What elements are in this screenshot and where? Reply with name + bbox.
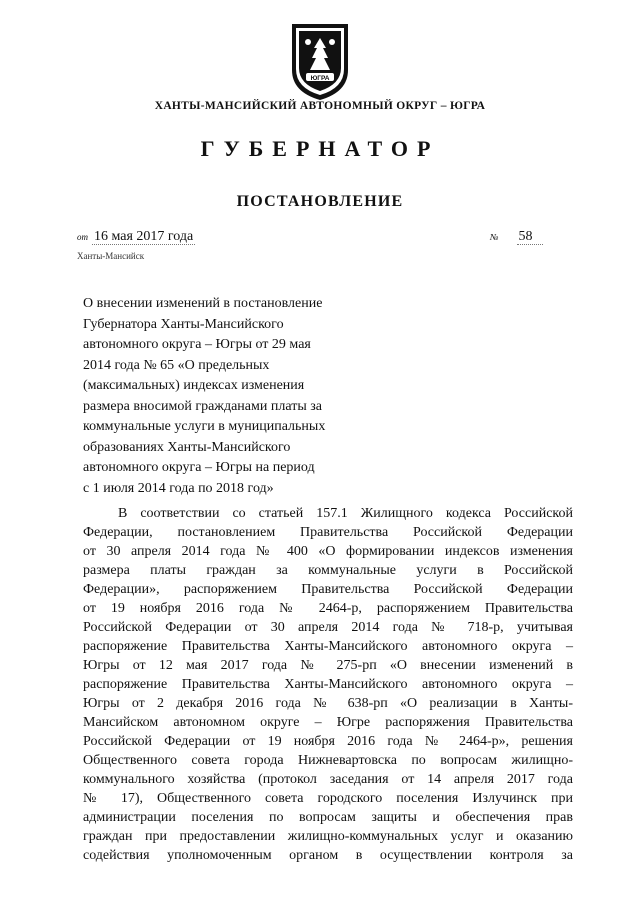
subject-line: с 1 июля 2014 года по 2018 год» [83, 480, 274, 496]
body-line: размера платы граждан за коммунальные услуги в Российской [83, 563, 573, 578]
subject-line: автономного округа – Югры на период [83, 460, 315, 475]
subject-line: (максимальных) индексах изменения [83, 378, 305, 393]
body-line: распоряжение Правительства Ханты-Мансийского автономного округа – [83, 639, 573, 654]
date-line [77, 229, 195, 245]
body-line: Мансийском автономном округе – Югре распоряжения Правительства [83, 715, 573, 730]
document-date: 16 мая 2017 года [94, 229, 194, 244]
subject-line: 2014 года № 65 «О предельных [83, 357, 270, 373]
subject-line: коммунальные услуги в муниципальных [83, 419, 326, 434]
subject-line: О внесении изменений в постановление [83, 296, 323, 311]
body-line: граждан при предоставлении жилищно-коммунальных услуг и оказанию [83, 829, 573, 844]
number-prefix: № [490, 232, 499, 242]
document-number: 58 [517, 229, 543, 245]
body-line: распоряжение Правительства Ханты-Мансийского автономного округа – [83, 677, 573, 692]
body-line: № 17), Общественного совета городского поселения Излучинск при [83, 791, 573, 806]
date-prefix: от [77, 232, 88, 242]
subject-line: автономного округа – Югры от 29 мая [83, 337, 311, 352]
body-line: от 19 ноября 2016 года № 2464-р, распоряжением Правительства [83, 601, 573, 616]
body-line: коммунального хозяйства (протокол заседания от 14 апреля 2017 года [83, 772, 573, 787]
subject-line: образованиях Ханты-Мансийского [83, 439, 291, 455]
body-line: Югры от 2 декабря 2016 года № 638-рп «О реализации в Ханты- [83, 696, 573, 711]
body-line: администрации поселения по вопросам защиты и обеспечения прав [83, 810, 573, 825]
body-line: содействия уполномоченным органом в осуществлении контроля за [83, 848, 573, 863]
subject-line: Губернатора Ханты-Мансийского [83, 316, 284, 332]
body-line: Российской Федерации от 19 ноября 2016 года № 2464-р», решения [83, 734, 573, 749]
body-line: Российской Федерации от 30 апреля 2014 года № 718-р, учитывая [83, 620, 573, 635]
document-city: Ханты-Мансийск [77, 251, 145, 261]
body-line: Общественного совета города Нижневартовска по вопросам жилищно- [83, 753, 573, 768]
body-line: Югры от 12 мая 2017 года № 275-рп «О внесении изменений в [83, 658, 573, 673]
svg-text:ЮГРА: ЮГРА [310, 75, 330, 82]
coat-of-arms-emblem [286, 18, 354, 102]
body-line: от 30 апреля 2014 года № 400 «О формировании индексов изменения [83, 544, 573, 559]
body-line: Федерации», распоряжением Правительства Российской Федерации [83, 582, 573, 597]
body-line: Федерации, постановлением Правительства Российской Федерации [83, 525, 573, 540]
decree-body [83, 504, 573, 865]
decree-subject [83, 294, 373, 499]
number-line [490, 229, 543, 245]
body-line: В соответствии со статьей 157.1 Жилищного кодекса Российской [118, 506, 573, 521]
region-title: ХАНТЫ-МАНСИЙСКИЙ АВТОНОМНЫЙ ОКРУГ – ЮГРА [154, 100, 486, 112]
document-type: ПОСТАНОВЛЕНИЕ [236, 193, 404, 210]
authority-title: ГУБЕРНАТОР [200, 136, 440, 161]
subject-line: размера вносимой гражданами платы за [83, 398, 322, 414]
